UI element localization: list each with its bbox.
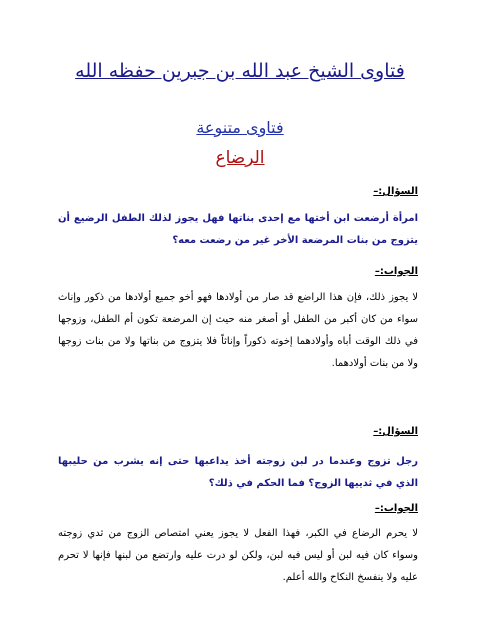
question-text: امرأة أرضعت ابن أختها مع إحدى بناتها فهل يجوز لذلك الطفل الرضيع أن يتزوج من بنات المرضعة الأخر غير من رضعت معه؟	[58, 213, 418, 246]
answer-label: الجواب:–	[374, 266, 418, 277]
main-title: فتاوى الشيخ عبد الله بن جبرين حفظه الله	[75, 60, 405, 82]
answer-label: الجواب:–	[374, 503, 418, 514]
section-title: فتاوى متنوعة	[196, 118, 284, 137]
answer-text: لا يحرم الرضاع في الكبر، فهذا الفعل لا يجوز يعني امتصاص الزوج من ثدي زوجته وسواء كان فيه لبن أو ليس فيه لبن، ولكن لو درت عليه وارتضع من لبنها فإنها لا تحرم عليه ولا ينفسخ النكاح والله أعلم.	[58, 528, 418, 583]
answer-text: لا يجوز ذلك، فإن هذا الراضع قد صار من أولادها فهو أخو جميع أولادها من ذكور وإناث سواء من كان أكبر من الطفل أو أصغر منه حيث إن المرضعة تكون أم الطفل، وزوجها في ذلك الوقت أباه وأولادهما إخوته ذكوراً وإناثاً فلا يتزوج من بناتها ولا من بنات زوجها ولا من بنات أولادهما.	[58, 292, 418, 369]
question-label: السؤال:–	[373, 426, 418, 437]
question-text: رجل تزوج وعندما در لبن زوجته أخذ يداعبها حتى إنه يشرب من حليبها الذي في ثدييها الزوج؟ فما الحكم في ذلك؟	[58, 456, 418, 489]
topic-title: الرضاع	[215, 148, 265, 168]
question-label: السؤال:–	[373, 186, 418, 197]
